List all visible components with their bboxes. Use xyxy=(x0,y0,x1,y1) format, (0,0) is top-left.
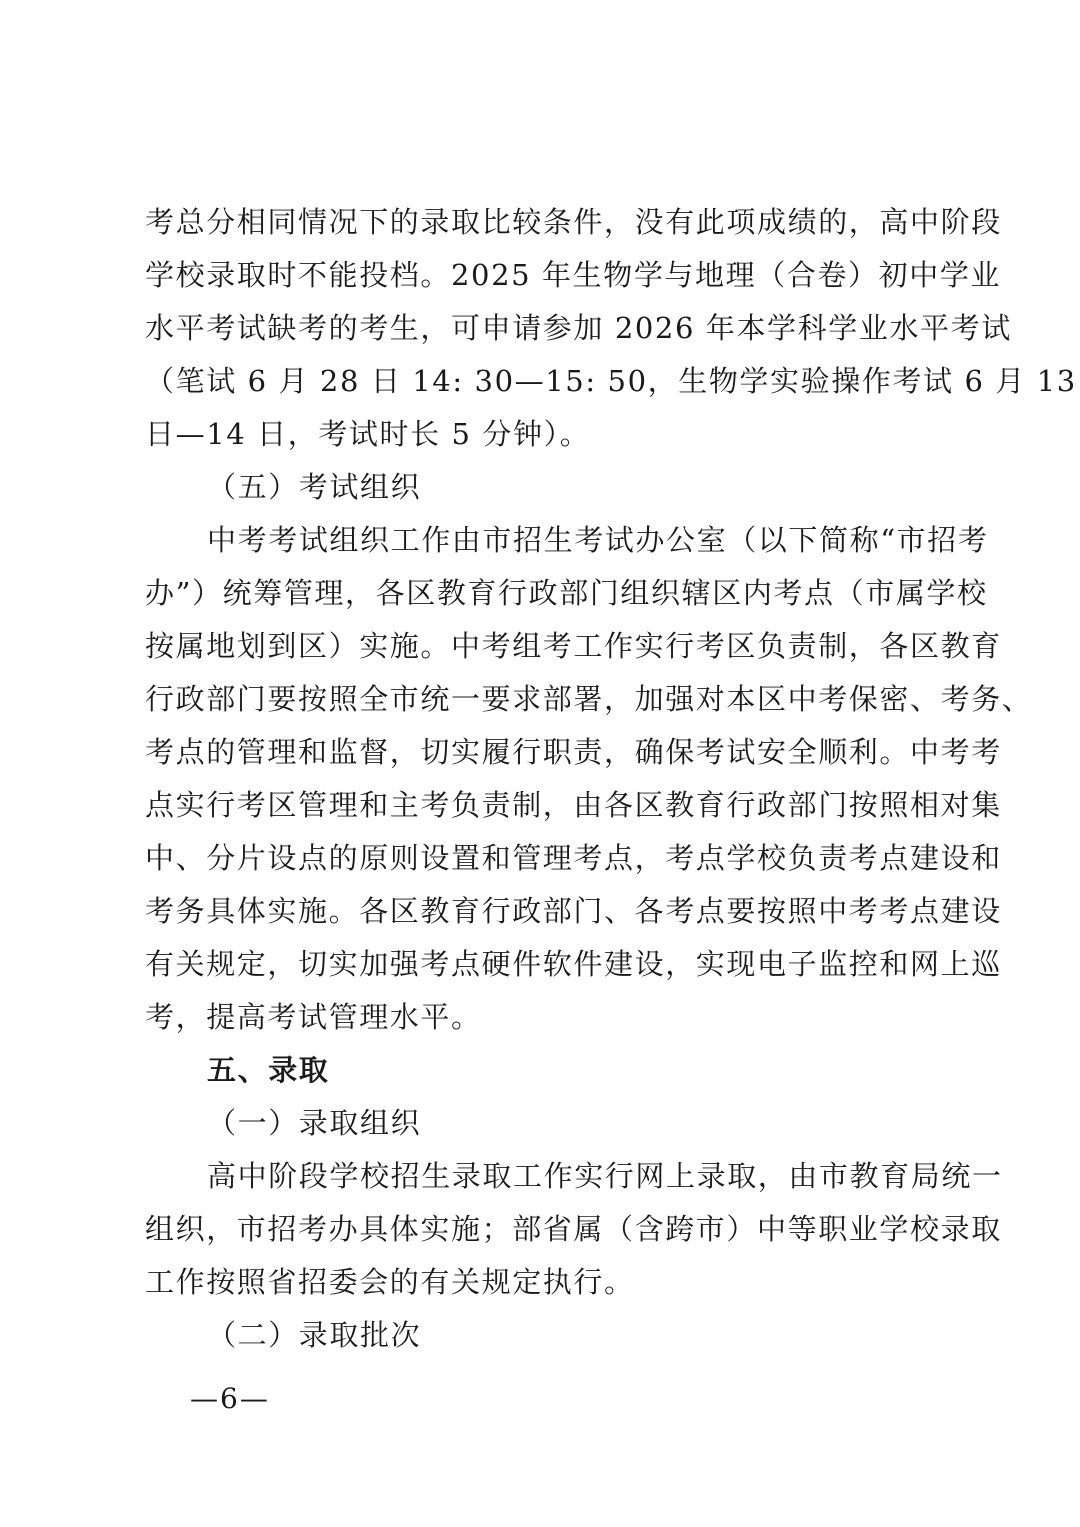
body-line: 按属地划到区）实施。中考组考工作实行考区负责制，各区教育 xyxy=(145,629,1002,663)
body-line: 工作按照省招委会的有关规定执行。 xyxy=(145,1265,635,1299)
section-heading-exam-organization: （五）考试组织 xyxy=(207,470,422,504)
body-line: 考总分相同情况下的录取比较条件，没有此项成绩的，高中阶段 xyxy=(145,205,1002,239)
section-heading-admission-organization: （一）录取组织 xyxy=(207,1106,422,1140)
body-line: 组织，市招考办具体实施；部省属（含跨市）中等职业学校录取 xyxy=(145,1212,1002,1246)
paragraph-first-line: 高中阶段学校招生录取工作实行网上录取，由市教育局统一 xyxy=(207,1159,1003,1193)
document-body xyxy=(145,196,1077,1362)
body-line: 水平考试缺考的考生，可申请参加 2026 年本学科学业水平考试 xyxy=(145,311,1012,345)
body-line: 考点的管理和监督，切实履行职责，确保考试安全顺利。中考考 xyxy=(145,735,1002,769)
page-number: —6— xyxy=(190,1382,270,1415)
body-line: 日—14 日，考试时长 5 分钟）。 xyxy=(145,417,591,451)
body-line: （笔试 6 月 28 日 14: 30—15: 50，生物学实验操作考试 6 月 13 xyxy=(145,364,1077,398)
body-line: 有关规定，切实加强考点硬件软件建设，实现电子监控和网上巡 xyxy=(145,947,1002,981)
body-line: 办”）统筹管理，各区教育行政部门组织辖区内考点（市属学校 xyxy=(145,576,988,610)
body-line: 考务具体实施。各区教育行政部门、各考点要按照中考考点建设 xyxy=(145,894,1002,928)
body-line: 点实行考区管理和主考负责制，由各区教育行政部门按照相对集 xyxy=(145,788,1002,822)
section-heading-admission-batches: （二）录取批次 xyxy=(207,1318,422,1352)
body-line: 行政部门要按照全市统一要求部署，加强对本区中考保密、考务、 xyxy=(145,682,1033,716)
body-line: 学校录取时不能投档。2025 年生物学与地理（合卷）初中学业 xyxy=(145,258,1002,292)
body-line: 中、分片设点的原则设置和管理考点，考点学校负责考点建设和 xyxy=(145,841,1002,875)
paragraph-first-line: 中考考试组织工作由市招生考试办公室（以下简称“市招考 xyxy=(207,523,989,557)
body-line: 考，提高考试管理水平。 xyxy=(145,1000,482,1034)
chapter-heading-admission: 五、录取 xyxy=(207,1053,330,1087)
